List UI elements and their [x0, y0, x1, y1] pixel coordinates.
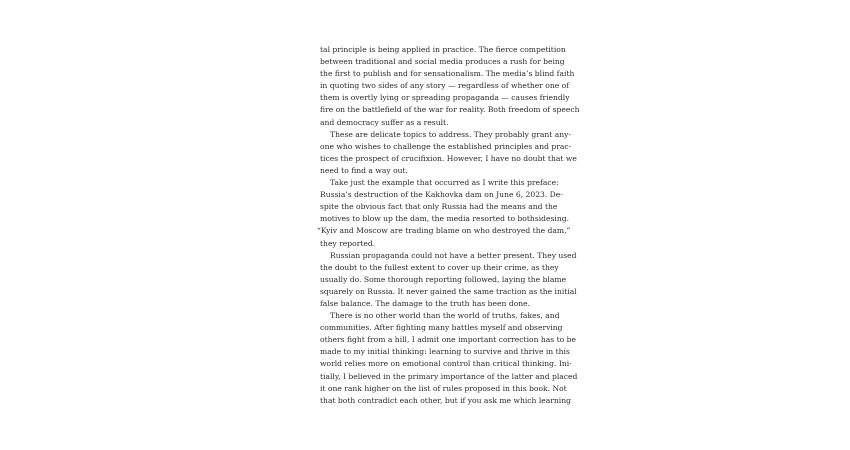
text-line: and democracy suffer as a result.	[320, 117, 449, 127]
text-line: the doubt to the fullest extent to cover up their crime, as they	[320, 262, 559, 272]
text-line: motives to blow up the dam, the media resorted to bothsidesing.	[320, 214, 569, 224]
text-line: it one rank higher on the list of rules proposed in this book. Not	[320, 383, 567, 393]
text-line: These are delicate topics to address. They probably grant any-	[330, 129, 572, 139]
text-line: tal principle is being applied in practice. The fierce competition	[320, 45, 566, 54]
text-line: “Kyiv and Moscow are trading blame on who destroyed the dam,”	[317, 226, 571, 236]
text-line: they reported.	[320, 238, 376, 248]
text-line: communities. After fighting many battles myself and observing	[320, 323, 563, 333]
text-line: need to find a way out.	[320, 165, 409, 175]
text-line: There is no other world than the world of truths, fakes, and	[330, 311, 560, 321]
text-line: false balance. The damage to the truth has been done.	[320, 298, 531, 308]
text-line: world relies more on emotional control than critical thinking. Ini-	[320, 359, 572, 369]
text-line: usually do. Some thorough reporting followed, laying the blame	[320, 274, 567, 284]
text-line: squarely on Russia. It never gained the same traction as the initial	[320, 286, 577, 296]
text-line: tices the prospect of crucifixion. However, I have no doubt that we	[320, 153, 577, 163]
text-line: between traditional and social media produces a rush for being	[320, 57, 565, 67]
text-line: the first to publish and for sensationalism. The media’s blind faith	[320, 69, 575, 79]
text-line: Russian propaganda could not have a better present. They used	[330, 250, 577, 260]
text-line: Take just the example that occurred as I write this preface:	[330, 178, 559, 188]
text-line: Russia’s destruction of the Kakhovka dam on June 6, 2023. De-	[320, 190, 563, 200]
text-line: in quoting two sides of any story — regardless of whether one of	[320, 81, 570, 91]
body-text	[317, 44, 580, 407]
text-line: others fight from a hill, I admit one important correction has to be	[320, 335, 577, 345]
text-line: them is overtly lying or spreading propaganda — causes friendly	[320, 93, 570, 103]
text-line: made to my initial thinking: learning to survive and thrive in this	[320, 347, 570, 357]
text-line: spite the obvious fact that only Russia had the means and the	[320, 202, 558, 212]
text-line: tially, I believed in the primary importance of the latter and placed	[320, 371, 578, 381]
text-line: that both contradict each other, but if you ask me which learning	[320, 395, 571, 405]
text-line: fire on the battlefield of the war for reality. Both freedom of speech	[320, 105, 580, 115]
text-line: one who wishes to challenge the established principles and prac-	[320, 141, 572, 151]
